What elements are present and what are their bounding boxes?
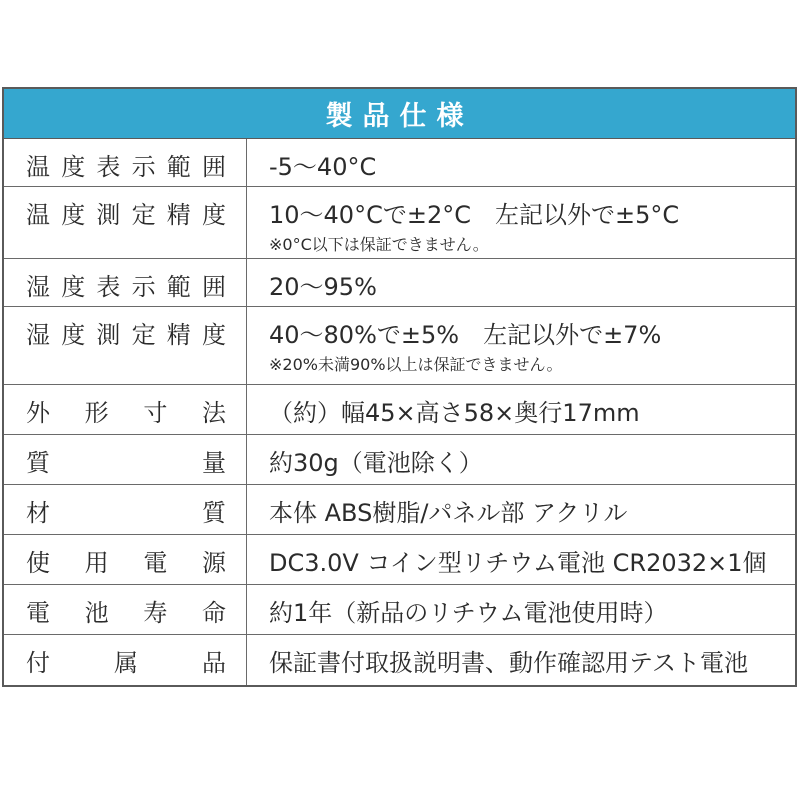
spec-row-material: [4, 485, 795, 535]
row-note: ※0°C以下は保証できません。: [269, 235, 489, 254]
row-label: 使 用 電 源: [4, 535, 247, 584]
spec-row-temp-accuracy: [4, 187, 795, 259]
spec-row-accessories: [4, 635, 795, 685]
row-value: （約）幅45×高さ58×奥行17mm: [269, 399, 640, 427]
row-value: 20〜95%: [269, 273, 377, 301]
row-label: 質 量: [4, 435, 247, 484]
row-label: 材 質: [4, 485, 247, 534]
row-value: 保証書付取扱説明書、動作確認用テスト電池: [269, 649, 749, 677]
row-value: 10〜40°Cで±2°C 左記以外で±5°C ※0°C以下は保証できません。: [247, 187, 795, 258]
spec-row-weight: [4, 435, 795, 485]
spec-row-temp-range: [4, 139, 795, 187]
row-label: 外 形 寸 法: [4, 385, 247, 434]
spec-row-humidity-range: [4, 259, 795, 307]
row-label: 電 池 寿 命: [4, 585, 247, 634]
row-label: 付 属 品: [4, 635, 247, 685]
spec-row-power: [4, 535, 795, 585]
row-label: 湿 度 表 示 範 囲: [4, 259, 247, 306]
table-title: 製品仕様: [4, 89, 795, 139]
row-label: 温 度 測 定 精 度: [4, 187, 247, 258]
row-value: 約1年（新品のリチウム電池使用時）: [269, 599, 668, 627]
row-label: 湿 度 測 定 精 度: [4, 307, 247, 384]
row-value: DC3.0V コイン型リチウム電池 CR2032×1個: [269, 549, 767, 577]
row-label: 温 度 表 示 範 囲: [4, 139, 247, 186]
row-value: 40〜80%で±5% 左記以外で±7% ※20%未満90%以上は保証できません。: [247, 307, 795, 384]
row-value: 約30g（電池除く）: [269, 449, 483, 477]
row-value: -5〜40°C: [269, 153, 377, 181]
row-note: ※20%未満90%以上は保証できません。: [269, 355, 563, 374]
row-value: 本体 ABS樹脂/パネル部 アクリル: [269, 499, 628, 527]
spec-row-humidity-accuracy: [4, 307, 795, 385]
spec-row-dimensions: [4, 385, 795, 435]
spec-table: [2, 87, 797, 687]
spec-row-battery-life: [4, 585, 795, 635]
